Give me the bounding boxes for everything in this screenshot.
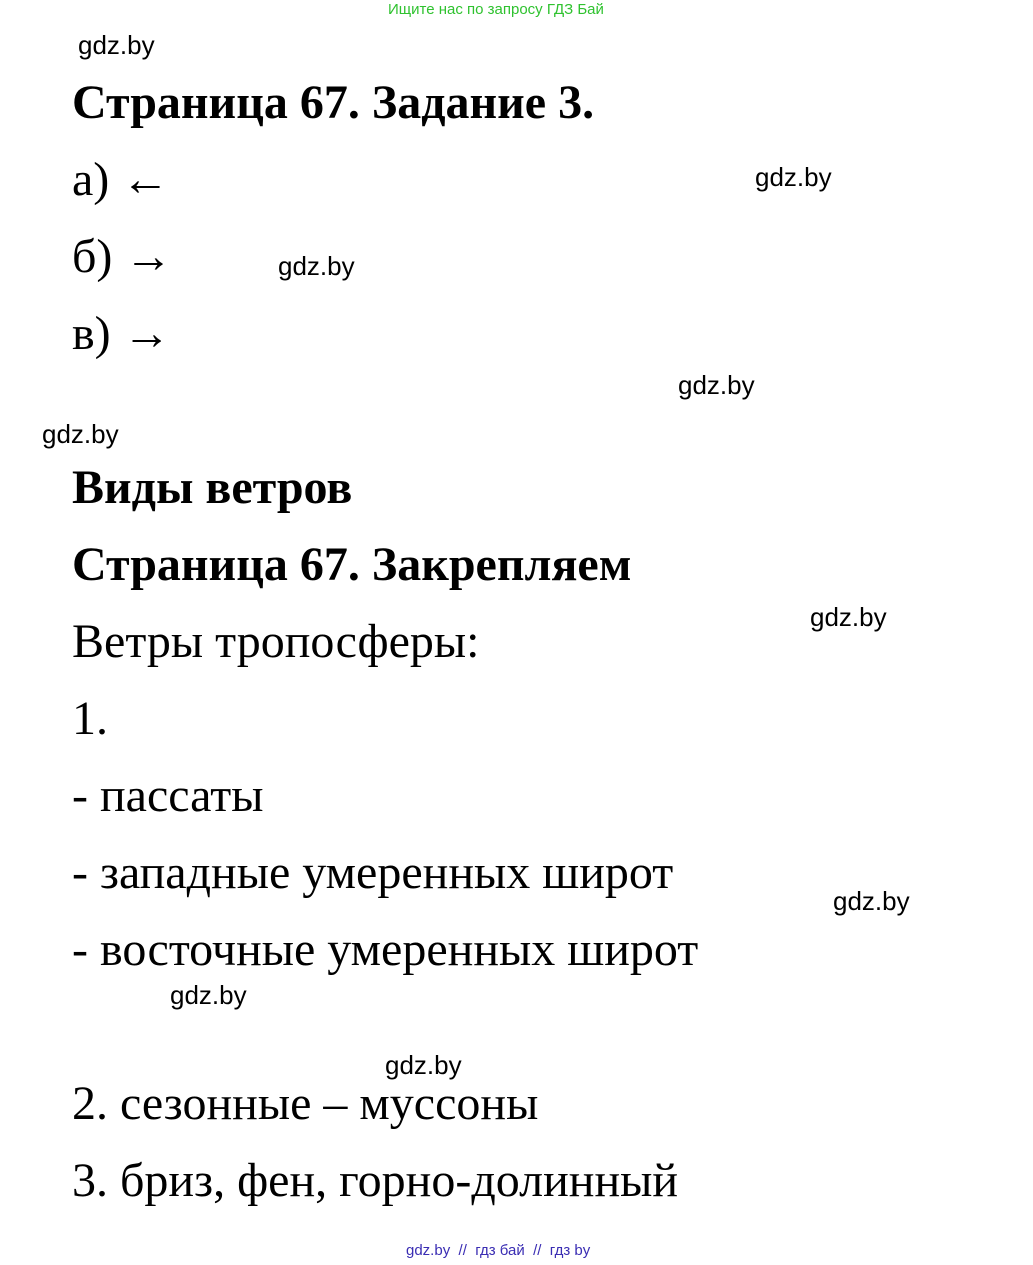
watermark: gdz.by bbox=[678, 370, 755, 400]
footer-links: gdz.by // гдз бай // гдз by bbox=[406, 1242, 591, 1259]
watermark: gdz.by bbox=[170, 980, 247, 1010]
watermark: gdz.by bbox=[385, 1050, 462, 1080]
list-item: - пассаты bbox=[72, 769, 264, 822]
watermark: gdz.by bbox=[278, 251, 355, 281]
list-item: 1. bbox=[72, 692, 108, 745]
watermark: gdz.by bbox=[833, 886, 910, 916]
list-item: 3. бриз, фен, горно-долинный bbox=[72, 1154, 679, 1207]
task3-answer-c: в) → bbox=[72, 307, 171, 360]
watermark: gdz.by bbox=[755, 162, 832, 192]
task3-title: Страница 67. Задание 3. bbox=[72, 76, 595, 129]
watermark: gdz.by bbox=[42, 419, 119, 449]
watermark: gdz.by bbox=[78, 30, 155, 60]
troposphere-winds-intro: Ветры тропосферы: bbox=[72, 615, 480, 668]
section-subtitle: Страница 67. Закрепляем bbox=[72, 538, 632, 591]
search-hint-banner: Ищите нас по запросу ГДЗ Бай bbox=[388, 1, 604, 18]
list-item: - восточные умеренных широт bbox=[72, 923, 699, 976]
task3-answer-a: а) ← bbox=[72, 153, 170, 206]
section-title: Виды ветров bbox=[72, 461, 353, 514]
list-item: 2. сезонные – муссоны bbox=[72, 1077, 539, 1130]
list-item: - западные умеренных широт bbox=[72, 846, 674, 899]
watermark: gdz.by bbox=[810, 602, 887, 632]
task3-answer-b: б) → bbox=[72, 230, 173, 283]
